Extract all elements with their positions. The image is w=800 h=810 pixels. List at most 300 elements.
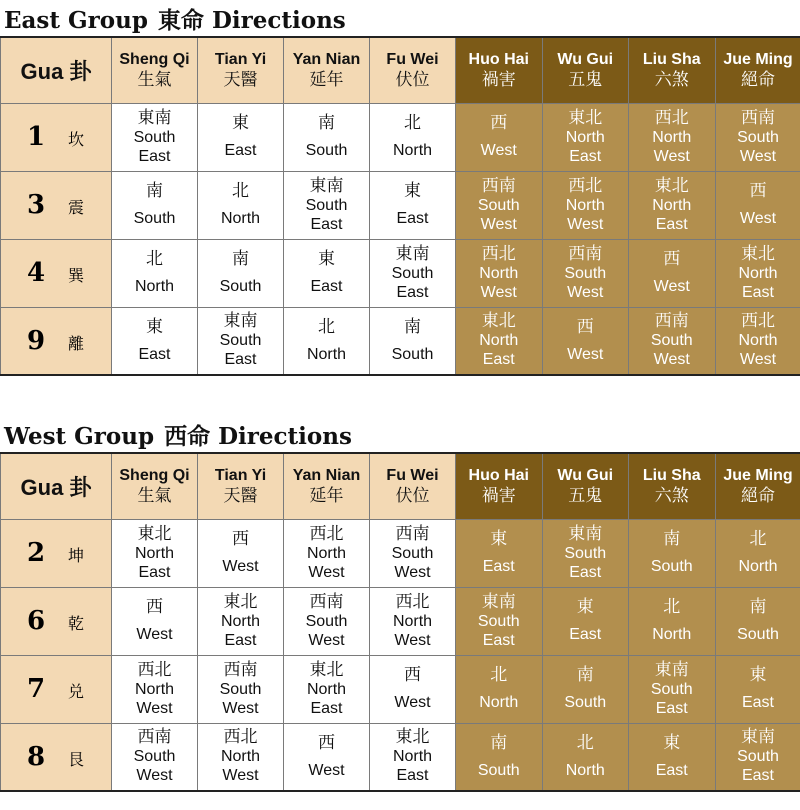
east-group-title bbox=[4, 2, 346, 35]
direction-en: South bbox=[305, 142, 348, 159]
direction-en: South bbox=[477, 196, 520, 214]
bad-direction-cell bbox=[542, 519, 629, 587]
direction-en: West bbox=[480, 142, 517, 159]
bad-direction-header bbox=[715, 453, 800, 519]
direction-en: South bbox=[737, 626, 779, 643]
direction-en: East bbox=[655, 215, 688, 233]
header-name-en: Fu Wei bbox=[386, 466, 439, 484]
good-direction-cell bbox=[284, 103, 370, 171]
direction-zh: 西南 bbox=[568, 243, 603, 264]
direction-en: North bbox=[220, 748, 261, 766]
direction-en: East bbox=[569, 563, 602, 581]
direction-zh: 東北 bbox=[568, 107, 603, 128]
direction-zh: 東北 bbox=[654, 175, 689, 196]
direction-zh: 北 bbox=[749, 529, 767, 549]
gua-number: 2 bbox=[26, 538, 46, 568]
direction-en: West bbox=[308, 563, 345, 581]
direction-en: North bbox=[306, 680, 347, 698]
gua-row bbox=[1, 587, 800, 655]
direction-zh: 西南 bbox=[395, 523, 430, 544]
header-name-zh: 六煞 bbox=[654, 69, 689, 90]
good-direction-cell bbox=[198, 655, 284, 723]
good-direction-header bbox=[198, 453, 284, 519]
bad-direction-cell bbox=[542, 655, 629, 723]
gua-row bbox=[1, 655, 800, 723]
good-direction-cell bbox=[370, 655, 456, 723]
direction-en: East bbox=[224, 631, 257, 649]
good-direction-header bbox=[284, 37, 370, 103]
trigram-name: 震 bbox=[67, 198, 84, 217]
bad-direction-cell bbox=[715, 655, 800, 723]
direction-en: West bbox=[739, 351, 777, 369]
gua-cell bbox=[1, 655, 112, 723]
direction-zh: 南 bbox=[490, 732, 508, 753]
direction-zh: 西 bbox=[404, 665, 421, 685]
direction-zh: 北 bbox=[404, 113, 421, 133]
gua-number: 9 bbox=[26, 325, 46, 356]
header-name-zh: 天醫 bbox=[223, 485, 258, 506]
trigram-name: 離 bbox=[67, 333, 84, 353]
direction-zh: 西南 bbox=[741, 107, 775, 128]
direction-en: West bbox=[394, 631, 431, 649]
direction-zh: 東南 bbox=[568, 523, 603, 544]
direction-zh: 西 bbox=[749, 181, 767, 201]
header-name-en: Jue Ming bbox=[723, 50, 793, 68]
bad-direction-cell bbox=[629, 723, 716, 791]
direction-zh: 東 bbox=[232, 113, 249, 133]
direction-en: East bbox=[569, 147, 602, 165]
direction-en: South bbox=[650, 680, 693, 698]
header-name-en: Wu Gui bbox=[557, 50, 614, 68]
header-name-en: Huo Hai bbox=[468, 50, 529, 68]
east-group-title-suffix: Directions bbox=[211, 7, 346, 34]
direction-en: North bbox=[134, 278, 175, 295]
good-direction-cell bbox=[370, 519, 456, 587]
good-direction-cell bbox=[112, 239, 198, 307]
west-group-title-suffix: Directions bbox=[218, 423, 352, 450]
bad-direction-cell bbox=[715, 239, 800, 307]
gua-cell bbox=[1, 519, 112, 587]
header-name-en: Liu Sha bbox=[642, 50, 701, 68]
direction-en: West bbox=[394, 563, 431, 581]
direction-zh: 西北 bbox=[741, 311, 775, 332]
gua-row bbox=[1, 239, 800, 307]
direction-zh: 西南 bbox=[137, 727, 172, 748]
good-direction-cell bbox=[284, 723, 370, 791]
good-direction-header bbox=[112, 37, 198, 103]
direction-en: East bbox=[655, 761, 688, 779]
direction-en: West bbox=[480, 283, 517, 301]
direction-zh: 北 bbox=[490, 665, 508, 685]
direction-en: South bbox=[133, 128, 176, 146]
direction-en: North bbox=[479, 264, 519, 282]
trigram-name: 艮 bbox=[67, 749, 84, 769]
header-name-zh: 絕命 bbox=[741, 485, 775, 506]
direction-en: South bbox=[564, 694, 607, 711]
good-direction-cell bbox=[198, 723, 284, 791]
direction-en: South bbox=[477, 761, 520, 779]
direction-zh: 東 bbox=[146, 316, 163, 337]
good-direction-header bbox=[284, 453, 370, 519]
west-group-title-zh: 西命 bbox=[164, 423, 211, 450]
direction-zh: 西北 bbox=[223, 727, 258, 748]
direction-zh: 北 bbox=[318, 316, 335, 337]
bad-direction-cell bbox=[629, 587, 716, 655]
direction-zh: 西 bbox=[318, 732, 335, 753]
direction-en: East bbox=[310, 215, 343, 233]
header-name-zh: 生氣 bbox=[137, 485, 172, 506]
gua-row bbox=[1, 519, 800, 587]
direction-en: West bbox=[136, 626, 173, 643]
direction-en: South bbox=[650, 332, 693, 350]
gua-cell bbox=[1, 171, 112, 239]
good-direction-cell bbox=[284, 587, 370, 655]
bad-direction-cell bbox=[456, 655, 543, 723]
direction-en: South bbox=[391, 264, 434, 282]
good-direction-cell bbox=[198, 171, 284, 239]
good-direction-header bbox=[370, 453, 456, 519]
direction-zh: 東北 bbox=[137, 523, 172, 544]
direction-zh: 東南 bbox=[481, 591, 516, 612]
header-name-en: Yan Nian bbox=[292, 466, 361, 484]
good-direction-cell bbox=[198, 239, 284, 307]
good-direction-cell bbox=[112, 171, 198, 239]
direction-en: East bbox=[396, 767, 429, 785]
bad-direction-cell bbox=[456, 723, 543, 791]
direction-en: North bbox=[134, 544, 175, 562]
direction-en: East bbox=[224, 142, 257, 159]
direction-en: North bbox=[479, 332, 519, 350]
direction-zh: 東 bbox=[318, 249, 335, 269]
west-group-title bbox=[4, 418, 352, 451]
bad-direction-cell bbox=[715, 307, 800, 375]
direction-zh: 南 bbox=[576, 665, 594, 685]
header-name-en: Wu Gui bbox=[557, 466, 614, 484]
direction-en: West bbox=[222, 558, 259, 575]
bad-direction-cell bbox=[629, 519, 716, 587]
direction-zh: 南 bbox=[663, 529, 681, 549]
gua-number: 6 bbox=[26, 606, 46, 636]
direction-en: West bbox=[653, 351, 690, 369]
good-direction-cell bbox=[284, 239, 370, 307]
header-name-en: Tian Yi bbox=[214, 466, 267, 484]
good-direction-cell bbox=[370, 171, 456, 239]
direction-zh: 東南 bbox=[137, 107, 172, 128]
bad-direction-cell bbox=[456, 307, 543, 375]
direction-en: North bbox=[565, 128, 605, 146]
good-direction-cell bbox=[112, 723, 198, 791]
direction-en: North bbox=[306, 544, 347, 562]
bad-direction-cell bbox=[629, 655, 716, 723]
good-direction-cell bbox=[112, 103, 198, 171]
direction-en: East bbox=[482, 631, 515, 649]
header-row bbox=[1, 37, 800, 103]
direction-en: West bbox=[739, 210, 777, 227]
direction-zh: 東南 bbox=[309, 175, 344, 196]
direction-en: South bbox=[305, 196, 348, 214]
direction-en: West bbox=[222, 699, 259, 717]
direction-en: East bbox=[396, 210, 429, 227]
direction-zh: 西北 bbox=[395, 591, 430, 612]
bad-direction-cell bbox=[542, 307, 629, 375]
bad-direction-cell bbox=[542, 171, 629, 239]
direction-zh: 北 bbox=[232, 181, 249, 201]
good-direction-header bbox=[198, 37, 284, 103]
direction-zh: 西 bbox=[232, 529, 249, 549]
header-name-zh: 天醫 bbox=[223, 69, 258, 90]
direction-zh: 東 bbox=[490, 529, 508, 549]
direction-zh: 西 bbox=[490, 113, 508, 133]
direction-zh: 南 bbox=[404, 316, 421, 337]
direction-zh: 東 bbox=[749, 665, 767, 685]
gua-cell bbox=[1, 103, 112, 171]
header-name-zh: 禍害 bbox=[481, 485, 516, 506]
gua-row bbox=[1, 723, 800, 791]
west-group-table bbox=[0, 452, 800, 792]
header-name-zh: 生氣 bbox=[137, 69, 172, 90]
good-direction-cell bbox=[112, 519, 198, 587]
gua-header: Gua 卦 bbox=[1, 37, 112, 103]
good-direction-cell bbox=[370, 723, 456, 791]
gua-cell bbox=[1, 587, 112, 655]
direction-en: North bbox=[392, 748, 433, 766]
direction-zh: 北 bbox=[576, 732, 594, 753]
direction-zh: 西南 bbox=[654, 311, 689, 332]
good-direction-cell bbox=[198, 587, 284, 655]
direction-zh: 東南 bbox=[741, 727, 775, 748]
header-name-zh: 五鬼 bbox=[568, 485, 603, 506]
header-name-zh: 延年 bbox=[309, 485, 344, 506]
trigram-name: 兑 bbox=[67, 682, 84, 701]
bad-direction-cell bbox=[715, 519, 800, 587]
good-direction-header bbox=[370, 37, 456, 103]
direction-en: North bbox=[134, 680, 175, 698]
direction-zh: 東南 bbox=[223, 311, 258, 332]
direction-en: East bbox=[482, 351, 515, 369]
good-direction-cell bbox=[370, 587, 456, 655]
bad-direction-cell bbox=[542, 103, 629, 171]
direction-en: North bbox=[479, 694, 519, 711]
direction-zh: 西北 bbox=[137, 659, 172, 680]
bad-direction-cell bbox=[456, 171, 543, 239]
direction-en: South bbox=[391, 345, 434, 363]
gua-cell bbox=[1, 239, 112, 307]
bad-direction-cell bbox=[456, 239, 543, 307]
good-direction-cell bbox=[284, 519, 370, 587]
direction-en: East bbox=[396, 283, 429, 301]
direction-en: North bbox=[565, 196, 605, 214]
direction-zh: 東北 bbox=[223, 591, 258, 612]
direction-en: East bbox=[138, 563, 171, 581]
good-direction-cell bbox=[112, 587, 198, 655]
bad-direction-cell bbox=[629, 239, 716, 307]
direction-zh: 西 bbox=[663, 249, 681, 269]
bad-direction-header bbox=[542, 453, 629, 519]
gua-number: 1 bbox=[26, 122, 46, 152]
trigram-name: 巽 bbox=[67, 266, 84, 285]
bad-direction-header bbox=[456, 453, 543, 519]
direction-en: East bbox=[310, 278, 343, 295]
direction-en: West bbox=[739, 147, 777, 165]
direction-en: East bbox=[310, 699, 343, 717]
direction-en: North bbox=[652, 626, 692, 643]
direction-en: West bbox=[308, 631, 345, 649]
direction-en: South bbox=[564, 544, 607, 562]
gua-cell bbox=[1, 307, 112, 375]
direction-en: South bbox=[737, 128, 779, 146]
direction-en: North bbox=[220, 612, 261, 630]
direction-en: North bbox=[652, 128, 692, 146]
direction-zh: 西北 bbox=[654, 107, 689, 128]
gua-number: 7 bbox=[26, 674, 46, 704]
direction-en: North bbox=[392, 142, 433, 159]
direction-zh: 西 bbox=[576, 316, 594, 337]
direction-en: East bbox=[482, 558, 515, 575]
header-name-zh: 絕命 bbox=[741, 69, 775, 90]
header-name-zh: 伏位 bbox=[395, 69, 430, 90]
direction-en: East bbox=[138, 345, 171, 363]
direction-en: South bbox=[564, 264, 607, 282]
direction-en: West bbox=[394, 694, 431, 711]
gua-number: 8 bbox=[26, 741, 46, 772]
direction-en: East bbox=[569, 626, 602, 643]
direction-en: South bbox=[219, 332, 262, 350]
direction-zh: 西 bbox=[146, 597, 163, 617]
header-name-en: Sheng Qi bbox=[119, 50, 190, 68]
direction-zh: 北 bbox=[146, 249, 163, 269]
direction-zh: 南 bbox=[749, 597, 767, 617]
direction-zh: 東南 bbox=[395, 243, 430, 264]
bad-direction-cell bbox=[456, 587, 543, 655]
gua-number: 4 bbox=[26, 258, 46, 288]
gua-row bbox=[1, 171, 800, 239]
header-name-zh: 六煞 bbox=[654, 485, 689, 506]
direction-en: West bbox=[308, 761, 345, 779]
direction-en: South bbox=[650, 558, 693, 575]
bad-direction-header bbox=[629, 453, 716, 519]
bad-direction-cell bbox=[456, 519, 543, 587]
direction-zh: 西北 bbox=[481, 243, 516, 264]
header-name-zh: 延年 bbox=[309, 69, 344, 90]
gua-row bbox=[1, 103, 800, 171]
header-name-en: Liu Sha bbox=[642, 466, 701, 484]
header-name-en: Fu Wei bbox=[386, 50, 439, 68]
east-group-title-en: East Group bbox=[4, 7, 148, 34]
direction-zh: 東北 bbox=[741, 243, 775, 264]
east-group-title-zh: 東命 bbox=[157, 7, 204, 34]
good-direction-cell bbox=[112, 307, 198, 375]
direction-en: North bbox=[306, 345, 347, 363]
east-group-table bbox=[0, 36, 800, 376]
bad-direction-cell bbox=[715, 103, 800, 171]
direction-en: South bbox=[219, 680, 262, 698]
bad-direction-header bbox=[542, 37, 629, 103]
direction-zh: 東 bbox=[576, 597, 594, 617]
direction-zh: 北 bbox=[663, 597, 681, 617]
direction-en: West bbox=[567, 283, 604, 301]
gua-header: Gua 卦 bbox=[1, 453, 112, 519]
bad-direction-cell bbox=[542, 723, 629, 791]
direction-en: South bbox=[737, 748, 779, 766]
direction-zh: 西北 bbox=[568, 175, 603, 196]
good-direction-cell bbox=[370, 239, 456, 307]
good-direction-cell bbox=[198, 103, 284, 171]
direction-en: West bbox=[567, 345, 604, 363]
direction-zh: 東北 bbox=[309, 659, 344, 680]
direction-en: North bbox=[652, 196, 692, 214]
direction-en: West bbox=[136, 767, 173, 785]
direction-zh: 南 bbox=[146, 181, 163, 201]
direction-zh: 東 bbox=[404, 181, 421, 201]
direction-en: East bbox=[741, 767, 774, 785]
direction-en: South bbox=[305, 612, 348, 630]
direction-en: West bbox=[222, 767, 259, 785]
trigram-name: 坤 bbox=[67, 546, 84, 565]
header-name-en: Sheng Qi bbox=[119, 466, 190, 484]
header-name-zh: 禍害 bbox=[481, 69, 516, 90]
bad-direction-cell bbox=[629, 171, 716, 239]
header-name-zh: 伏位 bbox=[395, 485, 430, 506]
direction-en: East bbox=[655, 699, 688, 717]
good-direction-cell bbox=[370, 103, 456, 171]
good-direction-cell bbox=[370, 307, 456, 375]
bad-direction-cell bbox=[715, 587, 800, 655]
bad-direction-cell bbox=[629, 307, 716, 375]
direction-en: South bbox=[133, 210, 176, 227]
direction-en: North bbox=[565, 761, 605, 779]
direction-en: North bbox=[392, 612, 433, 630]
direction-zh: 南 bbox=[232, 249, 249, 269]
direction-zh: 東 bbox=[663, 732, 681, 753]
direction-en: South bbox=[477, 612, 520, 630]
direction-en: East bbox=[741, 694, 774, 711]
good-direction-cell bbox=[198, 519, 284, 587]
direction-zh: 南 bbox=[318, 113, 335, 133]
bad-direction-cell bbox=[715, 171, 800, 239]
direction-en: South bbox=[391, 544, 434, 562]
good-direction-cell bbox=[198, 307, 284, 375]
gua-cell bbox=[1, 723, 112, 791]
direction-zh: 東北 bbox=[395, 727, 430, 748]
direction-zh: 西北 bbox=[309, 523, 344, 544]
west-group-title-en: West Group bbox=[4, 423, 155, 450]
trigram-name: 坎 bbox=[67, 130, 84, 149]
bad-direction-header bbox=[715, 37, 800, 103]
bad-direction-cell bbox=[542, 239, 629, 307]
direction-en: North bbox=[738, 332, 778, 350]
header-name-en: Tian Yi bbox=[214, 50, 267, 68]
header-name-en: Jue Ming bbox=[723, 466, 793, 484]
direction-en: West bbox=[567, 215, 604, 233]
bad-direction-cell bbox=[629, 103, 716, 171]
direction-en: East bbox=[741, 283, 774, 301]
trigram-name: 乾 bbox=[67, 614, 84, 633]
direction-zh: 西南 bbox=[223, 659, 258, 680]
bad-direction-header bbox=[629, 37, 716, 103]
direction-en: South bbox=[219, 278, 262, 295]
direction-en: West bbox=[136, 699, 173, 717]
direction-en: North bbox=[738, 558, 778, 575]
direction-zh: 西南 bbox=[481, 175, 516, 196]
good-direction-header bbox=[112, 453, 198, 519]
good-direction-cell bbox=[284, 171, 370, 239]
direction-zh: 東南 bbox=[654, 659, 689, 680]
bad-direction-header bbox=[456, 37, 543, 103]
direction-en: North bbox=[220, 210, 261, 227]
header-name-zh: 五鬼 bbox=[568, 69, 603, 90]
header-row bbox=[1, 453, 800, 519]
good-direction-cell bbox=[284, 655, 370, 723]
